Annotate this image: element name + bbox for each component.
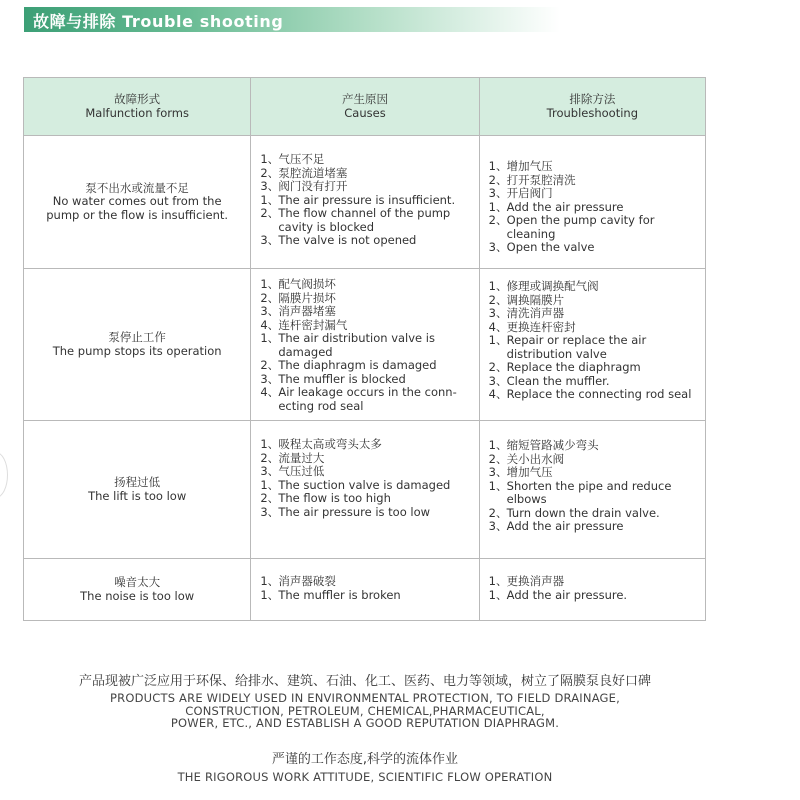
item-text: Repair or replace the air distribution valve <box>506 333 647 361</box>
item-text: The air pressure is too low <box>278 504 431 519</box>
list-item <box>489 439 705 453</box>
list-item <box>260 589 478 603</box>
footer-slogan-en-line3: POWER, ETC., AND ESTABLISH A GOOD REPUTATION DIAPHRAGM. <box>170 716 560 730</box>
list-item <box>260 153 478 167</box>
item-number: 3、 <box>488 186 508 200</box>
list-item <box>489 575 705 589</box>
item-text: Turn down the drain valve. <box>506 505 660 520</box>
list-item <box>260 234 478 248</box>
causes-cell <box>251 421 479 559</box>
causes-list <box>260 278 478 413</box>
list-item <box>489 520 705 534</box>
malfunction-en: The noise is too low <box>80 588 195 603</box>
item-number: 3、 <box>488 306 508 320</box>
list-item <box>260 180 478 194</box>
list-item <box>489 201 705 215</box>
list-item <box>260 319 478 333</box>
item-text: Add the air pressure <box>506 199 624 214</box>
header-troubleshooting <box>479 78 705 136</box>
item-text: 缩短管路减少弯头 <box>506 438 599 452</box>
item-number: 1、 <box>488 574 508 588</box>
item-number: 3、 <box>488 373 508 388</box>
item-number: 4、 <box>488 387 508 401</box>
item-text: 泵腔流道堵塞 <box>278 165 348 180</box>
causes-cell <box>251 136 479 269</box>
item-number: 3、 <box>488 465 508 479</box>
malfunction-cn: 噪音太大 <box>114 575 161 589</box>
item-text: 隔膜片损坏 <box>278 290 336 305</box>
item-number: 3、 <box>260 304 280 318</box>
table-row <box>24 136 706 269</box>
item-text: 清洗消声器 <box>506 306 565 320</box>
item-text: 调换隔膜片 <box>506 292 565 307</box>
malfunction-cell <box>24 136 251 269</box>
list-item <box>489 307 705 321</box>
list-item <box>260 305 478 319</box>
item-number: 1、 <box>260 277 280 291</box>
item-text: The diaphragm is damaged <box>278 358 437 372</box>
malfunction-cn: 泵停止工作 <box>108 330 166 344</box>
causes-list <box>260 153 478 248</box>
list-item <box>489 466 705 480</box>
list-item <box>260 359 478 373</box>
item-text: Add the air pressure. <box>506 587 628 602</box>
item-number: 2、 <box>488 292 508 307</box>
item-number: 2、 <box>260 491 280 505</box>
item-text: 配气阀损坏 <box>278 277 336 291</box>
list-item <box>260 167 478 181</box>
item-text: Air leakage occurs in the conn- ecting rod seal <box>278 385 457 413</box>
list-item <box>489 294 705 308</box>
section-title: 故障与排除 Trouble shooting <box>33 12 284 31</box>
item-text: 阀门没有打开 <box>278 179 348 193</box>
section-title-bar <box>24 7 560 32</box>
malfunction-en: The lift is too low <box>88 488 187 503</box>
list-item <box>260 292 478 306</box>
footer-slogan-cn: 产品现被广泛应用于环保、给排水、建筑、石油、化工、医药、电力等领域，树立了隔膜泵良好口碑 <box>78 674 651 689</box>
item-text: The flow channel of the pump cavity is blocked <box>278 206 451 234</box>
list-item <box>260 506 478 520</box>
troubleshooting-table <box>23 77 706 621</box>
list-item <box>489 480 705 507</box>
causes-cell <box>251 559 479 621</box>
header-causes <box>251 78 479 136</box>
item-number: 3、 <box>260 179 280 193</box>
item-text: 开启阀门 <box>506 186 553 200</box>
malfunction-cell <box>24 421 251 559</box>
malfunction-en: The pump stops its operation <box>52 343 222 358</box>
item-number: 1、 <box>260 192 280 207</box>
list-item <box>260 479 478 493</box>
header-causes-cn: 产生原因 <box>341 92 388 106</box>
item-text: The muffler is broken <box>278 587 401 602</box>
header-malfunction-en: Malfunction forms <box>85 105 189 120</box>
list-item <box>260 575 478 589</box>
malfunction-en: No water comes out from the <box>52 194 222 209</box>
list-item <box>489 321 705 335</box>
item-number: 1、 <box>260 152 280 166</box>
item-text: 更换连杆密封 <box>506 319 576 334</box>
item-number: 4、 <box>260 317 280 332</box>
footer-motto-cn: 严谨的工作态度,科学的流体作业 <box>271 752 459 767</box>
item-number: 1、 <box>488 279 508 293</box>
list-item <box>260 332 478 359</box>
solutions-list <box>489 439 705 534</box>
item-text: Clean the muffler. <box>506 373 610 388</box>
item-number: 2、 <box>260 290 280 305</box>
item-number: 1、 <box>488 438 508 452</box>
list-item <box>260 452 478 466</box>
list-item <box>260 194 478 208</box>
item-text: 流量过大 <box>278 450 325 465</box>
item-text: 消声器堵塞 <box>278 304 336 318</box>
item-number: 2、 <box>488 505 508 520</box>
item-number: 3、 <box>260 464 280 478</box>
list-item <box>260 207 478 234</box>
item-text: The air pressure is insufficient. <box>278 192 456 207</box>
item-number: 3、 <box>488 519 508 533</box>
table-row <box>24 269 706 421</box>
list-item <box>489 241 705 255</box>
list-item <box>260 386 478 413</box>
solutions-cell <box>479 136 705 269</box>
item-number: 1、 <box>260 477 280 492</box>
causes-list <box>260 575 478 602</box>
header-troubleshooting-en: Troubleshooting <box>546 105 638 120</box>
solutions-cell <box>479 269 705 421</box>
item-number: 1、 <box>488 478 508 493</box>
footer-slogan-en-line1: PRODUCTS ARE WIDELY USED IN ENVIRONMENTAL PROTECTION, TO FIELD DRAINAGE, <box>110 691 620 705</box>
item-text: 打开泵腔清洗 <box>506 172 576 187</box>
item-number: 2、 <box>260 165 280 180</box>
item-text: 气压过低 <box>278 464 325 478</box>
item-number: 1、 <box>488 199 508 214</box>
header-malfunction <box>24 78 251 136</box>
causes-list <box>260 438 478 519</box>
item-number: 1、 <box>260 437 280 451</box>
list-item <box>489 375 705 389</box>
causes-cell <box>251 269 479 421</box>
side-decoration <box>0 452 8 498</box>
item-number: 1、 <box>488 333 508 347</box>
table-header-row <box>24 78 706 136</box>
item-number: 2、 <box>488 213 508 227</box>
list-item <box>489 361 705 375</box>
table-row <box>24 559 706 621</box>
solutions-cell <box>479 421 705 559</box>
item-text: 更换消声器 <box>506 574 565 588</box>
item-text: The muffler is blocked <box>278 371 406 386</box>
item-number: 1、 <box>488 159 508 173</box>
item-number: 1、 <box>260 574 280 588</box>
item-text: 增加气压 <box>506 465 553 479</box>
item-text: 消声器破裂 <box>278 574 336 588</box>
item-number: 2、 <box>260 206 280 220</box>
solutions-list <box>489 575 705 602</box>
item-number: 2、 <box>488 451 508 466</box>
list-item <box>489 160 705 174</box>
item-number: 2、 <box>488 360 508 374</box>
item-text: The suction valve is damaged <box>278 477 451 492</box>
table-row <box>24 421 706 559</box>
item-text: 气压不足 <box>278 152 325 166</box>
item-text: Open the valve <box>506 240 595 254</box>
list-item <box>489 334 705 361</box>
list-item <box>489 507 705 521</box>
item-text: Replace the connecting rod seal <box>506 387 692 401</box>
malfunction-cell <box>24 269 251 421</box>
list-item <box>489 280 705 294</box>
list-item <box>260 373 478 387</box>
list-item <box>260 438 478 452</box>
item-number: 3、 <box>260 233 280 247</box>
item-number: 4、 <box>488 319 508 334</box>
item-number: 3、 <box>260 371 280 386</box>
footer-motto-en: THE RIGOROUS WORK ATTITUDE, SCIENTIFIC FLOW OPERATION <box>177 770 553 784</box>
header-causes-en: Causes <box>344 105 386 120</box>
item-text: 增加气压 <box>506 159 553 173</box>
list-item <box>489 388 705 402</box>
footer-slogan-en-line2: CONSTRUCTION, PETROLEUM, CHEMICAL,PHARMACEUTICAL, <box>185 703 545 718</box>
footer-slogan-en <box>0 692 730 730</box>
item-number: 1、 <box>260 587 280 602</box>
solutions-cell <box>479 559 705 621</box>
solutions-list <box>489 160 705 255</box>
item-number: 2、 <box>260 358 280 372</box>
malfunction-cn: 泵不出水或流量不足 <box>85 180 189 195</box>
item-text: 吸程太高或弯头太多 <box>278 437 382 451</box>
list-item <box>489 589 705 603</box>
list-item <box>489 174 705 188</box>
list-item <box>260 465 478 479</box>
malfunction-en-line2: pump or the flow is insufficient. <box>46 207 229 222</box>
item-number: 2、 <box>488 172 508 187</box>
item-text: 修理或调换配气阀 <box>506 279 599 293</box>
item-number: 3、 <box>260 504 280 519</box>
item-number: 1、 <box>488 587 508 602</box>
item-text: The air distribution valve is damaged <box>278 331 435 359</box>
item-text: Open the pump cavity for cleaning <box>506 213 655 241</box>
header-troubleshooting-cn: 排除方法 <box>569 92 616 106</box>
item-number: 1、 <box>260 331 280 345</box>
malfunction-cell <box>24 559 251 621</box>
list-item <box>260 278 478 292</box>
malfunction-cn: 扬程过低 <box>114 475 161 489</box>
item-text: The flow is too high <box>278 491 391 505</box>
item-text: The valve is not opened <box>278 233 417 247</box>
solutions-list <box>489 280 705 402</box>
item-number: 3、 <box>488 240 508 254</box>
item-text: Add the air pressure <box>506 519 624 533</box>
item-text: 关小出水阀 <box>506 451 565 466</box>
list-item <box>489 187 705 201</box>
list-item <box>489 214 705 241</box>
item-text: 连杆密封漏气 <box>278 317 348 332</box>
list-item <box>260 492 478 506</box>
header-malfunction-cn: 故障形式 <box>114 92 161 106</box>
item-number: 4、 <box>260 385 280 399</box>
item-text: Replace the diaphragm <box>506 360 641 374</box>
item-number: 2、 <box>260 450 280 465</box>
item-text: Shorten the pipe and reduce elbows <box>506 478 672 506</box>
list-item <box>489 453 705 467</box>
